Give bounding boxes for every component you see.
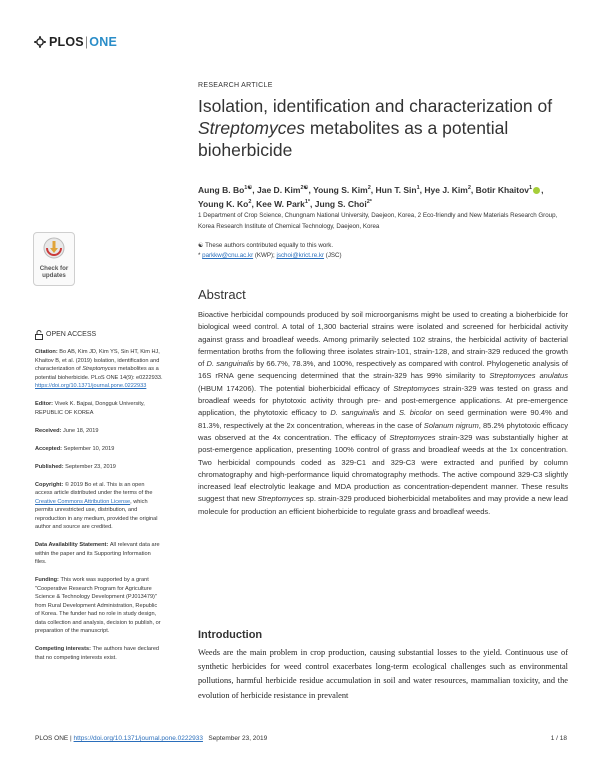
affiliations: 1 Department of Crop Science, Chungnam National University, Daejeon, Korea, 2 Eco-friendly and New Materials Research Group, Korea Research Institute of Chemical Technology, Daejeon, Korea: [198, 212, 558, 230]
copyright: Copyright: © 2019 Bo et al. This is an open access article distributed under the terms of the Creative Commons Attribution License, which permits unrestricted use, distribution, and reproduction in any medium, provided the original author and source are credited.: [35, 481, 158, 530]
footer-doi-link[interactable]: https://doi.org/10.1371/journal.pone.0222933: [73, 735, 203, 742]
badge-line-2: updates: [42, 272, 66, 279]
equal-contribution-note: ☯ These authors contributed equally to this work.: [198, 242, 334, 249]
correspondence: * parkkw@cnu.ac.kr (KWP); jschoi@krict.re.kr (JSC): [198, 252, 342, 260]
orcid-icon[interactable]: [533, 187, 540, 194]
journal-name-one: ONE: [89, 35, 117, 49]
email-link[interactable]: jschoi@krict.re.kr: [276, 252, 325, 260]
author[interactable]: Hun T. Sin$^1$: [375, 184, 420, 195]
editor: Editor: Vivek K. Bajpai, Dongguk University, REPUBLIC OF KOREA: [35, 401, 145, 416]
received-date: Received: June 18, 2019: [35, 427, 99, 434]
author[interactable]: Young K. Ko$^2$: [198, 199, 252, 210]
author[interactable]: Hye J. Kim$^2$: [424, 184, 471, 195]
funding: Funding: This work was supported by a grant "Cooperative Research Program for Agriculture Science & Technology Development (PJ013479)" from Rural Development Administration, Republic of Korea. The funder had no role in study design, data collection and analysis, decision to publish, or preparation of the manuscript.: [35, 577, 161, 634]
journal-logo[interactable]: [34, 35, 117, 49]
author[interactable]: Botir Khaitov$^1$: [475, 184, 533, 195]
citation-doi-link[interactable]: https://doi.org/10.1371/journal.pone.0222933: [35, 383, 147, 389]
author[interactable]: Jung S. Choi$^{2*}$: [314, 199, 372, 210]
author-list: Aung B. $Bo^{1☯}$, Jae D. Kim$^{2☯}$, Young S. Kim$^2$, Hun T. Sin$^1$, Hye J. Kim$^2$, Botir Khaitov$^1$ , Young K. Ko$^2$, Kee W. Park$^{1*}$, Jung S. Choi$^{2*}$: [198, 184, 544, 210]
plos-logo-icon: [34, 36, 46, 48]
published-date: Published: September 23, 2019: [35, 463, 116, 470]
sidebar: [35, 330, 163, 672]
update-icon: [43, 237, 65, 259]
page-footer: [35, 735, 567, 742]
author-notes: [198, 241, 568, 262]
open-access-label: OPEN ACCESS: [35, 330, 163, 340]
license-link[interactable]: Creative Commons Attribution License: [35, 498, 131, 505]
data-availability: Data Availability Statement: All relevant data are within the paper and its Supporting Information files.: [35, 542, 160, 565]
abstract-body: Bioactive herbicidal compounds produced by soil microorganisms might be used to creating a bioherbicide for biological weed control. A total of 1,300 bacterial strains were isolated and screened for herbicidal activity against grass and broadleaf weeds. Among primarily selected 102 strains, the herbicidal activity of bacterial fermentation broths from the following three isolates strain-101, strain-128, and strain-329 reduced the growth of D. sanguinalis by 66.7%, 78.3%, and 100%, respectively as compared with control. Phylogenetic analysis of 16S rRNA gene sequencing determined that the strain-329 has 99% similarity to Streptomyces anulatus (HBUM 174206). The potential bioherbicidal efficacy of Streptomyces strain-329 was tested on grass and broadleaf weeds for phytotoxic activity through pre- and post-emergence applications. At pre-emergence application, the phytotoxic efficacy to D. sanguinalis and S. bicolor on seed germination were 90.4% and 81.3%, respectively at the 2x concentration, whereas in the case of Solanum nigrum, 85.2% phytotoxic efficacy was observed at the 4x concentration. The efficacy of Streptomyces strain-329 was substantially higher at post-emergence application, presenting 100% control of grass and broadleaf weeds at the 1x concentration. Two herbicidal compounds coded as 329-C1 and 329-C3 were extracted and purified by column chromatography and high-performance liquid chromatography methods. The active compound 329-C3 slightly increased leaf electrolytic leakage and MDA production as concentration-dependent manner. These results suggest that new Streptomyces sp. strain-329 produced bioherbicidal metabolites and may provide a new lead molecule for production an efficient bioherbicide to regulate grass and broadleaf weeds.: [198, 310, 569, 516]
check-for-updates-badge[interactable]: [33, 232, 75, 286]
author[interactable]: Kee W. Park$^{1*}$: [256, 199, 311, 210]
footer-citation: PLOS ONE | https://doi.org/10.1371/journal.pone.0222933 September 23, 2019: [35, 735, 268, 742]
accepted-date: Accepted: September 10, 2019: [35, 445, 115, 452]
open-lock-icon: [35, 330, 43, 340]
citation: Citation: Bo AB, Kim JD, Kim YS, Sin HT, Kim HJ, Khaitov B, et al. (2019) Isolation, identification and characterization of Streptomyces metabolites as a potential bioherbicide. PLoS ONE 14(9): e0222933. https://doi.org/10.1371/journal.pone.0222933: [35, 349, 163, 389]
introduction-heading: Introduction: [198, 629, 263, 641]
article-type: RESEARCH ARTICLE: [198, 82, 273, 89]
badge-line-1: Check for: [39, 265, 69, 272]
author[interactable]: Young S. Kim$^2$: [313, 184, 371, 195]
author[interactable]: Jae D. Kim$^{2☯}$: [257, 184, 309, 195]
author[interactable]: Aung B. $Bo^{1☯}$: [198, 184, 253, 195]
journal-name: PLOS: [49, 35, 84, 49]
journal-separator: |: [84, 35, 89, 49]
introduction-body: Weeds are the main problem in crop production, causing substantial losses to the yield. Continuous use of synthetic herbicides for weed control exacerbates long-term ecological challenges such as environmental pollutions, harmful herbicide residue accumulation in soil and water resources, mammalian toxicity, and the evolution of herbicide resistance in prevalent: [198, 648, 568, 700]
page-number: 1 / 18: [550, 735, 567, 742]
abstract-heading: Abstract: [198, 287, 246, 302]
competing-interests: Competing interests: The authors have declared that no competing interests exist.: [35, 646, 160, 661]
paper-title: Isolation, identification and characterization of Streptomyces metabolites as a potential bioherbicide: [198, 96, 553, 160]
email-link[interactable]: parkkw@cnu.ac.kr: [202, 252, 254, 260]
